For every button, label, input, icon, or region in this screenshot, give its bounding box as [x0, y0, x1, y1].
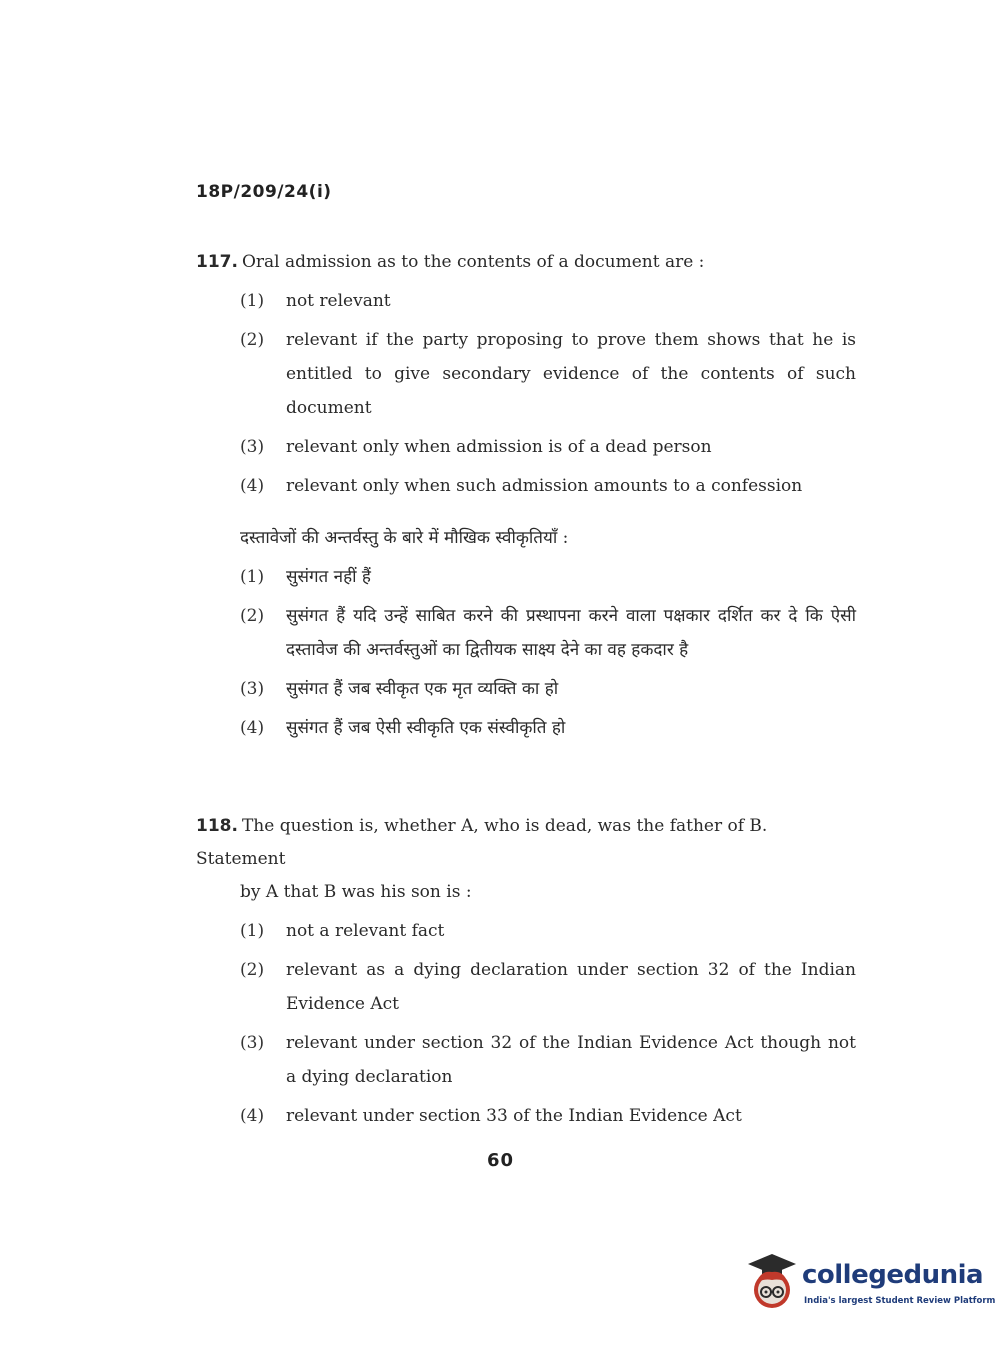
option-number: (1) [240, 291, 265, 311]
option-2-hi [196, 599, 856, 667]
option-text: relevant if the party proposing to prove them shows that he is entitled to give secondary evidence of the contents of such document [286, 330, 856, 418]
option-4-hi [196, 711, 856, 745]
question-text-en-line1: The question is, whether A, who is dead, was the father of B. Statement [196, 816, 768, 869]
collegedunia-logo [742, 1250, 996, 1320]
option-text: सुसंगत हैं जब स्वीकृत एक मृत व्यक्ति का हो [286, 679, 559, 699]
option-2-en [196, 323, 856, 425]
option-text: relevant only when such admission amounts to a confession [286, 476, 803, 496]
question-118 [196, 810, 856, 1133]
option-text: not a relevant fact [286, 921, 445, 941]
paper-code: 18P/209/24(i) [196, 182, 332, 202]
option-text: relevant only when admission is of a dead person [286, 437, 712, 457]
question-text-en: Oral admission as to the contents of a document are : [241, 252, 705, 272]
option-text: relevant under section 32 of the Indian Evidence Act though not a dying declaration [286, 1033, 856, 1087]
option-text: सुसंगत हैं जब ऐसी स्वीकृति एक संस्वीकृति हो [286, 718, 566, 738]
question-text-hi: दस्तावेजों की अन्तर्वस्तु के बारे में मौखिक स्वीकृतियाँ : [240, 528, 569, 548]
option-text: सुसंगत हैं यदि उन्हें साबित करने की प्रस्थापना करने वाला पक्षकार दर्शित कर दे कि ऐसी दस्तावेज की अन्तर्वस्तुओं का द्वितीयक साक्ष्य देने का वह हकदार है [286, 606, 856, 660]
option-number: (3) [240, 1033, 265, 1053]
option-1-en [196, 284, 856, 318]
option-number: (1) [240, 567, 265, 587]
option-3-en [196, 430, 856, 464]
option-text: not relevant [286, 291, 391, 311]
option-number: (4) [240, 1106, 265, 1126]
option-number: (2) [240, 960, 265, 980]
question-number: 117. [196, 252, 238, 272]
options-list-hi [196, 560, 856, 745]
option-number: (3) [240, 679, 265, 699]
option-text: सुसंगत नहीं हैं [286, 567, 371, 587]
option-4-en [196, 1099, 856, 1133]
option-number: (2) [240, 330, 265, 350]
option-number: (2) [240, 606, 265, 626]
question-stem [196, 246, 856, 279]
brand-name: collegedunia [802, 1260, 984, 1290]
option-number: (3) [240, 437, 265, 457]
options-list-en [196, 914, 856, 1133]
option-text: relevant as a dying declaration under section 32 of the Indian Evidence Act [286, 960, 856, 1014]
question-text-en-line2: by A that B was his son is : [240, 882, 472, 902]
mascot-icon [742, 1250, 802, 1314]
option-3-hi [196, 672, 856, 706]
question-number: 118. [196, 816, 238, 836]
option-1-en [196, 914, 856, 948]
page-number: 60 [486, 1150, 515, 1171]
option-number: (4) [240, 718, 265, 738]
option-2-en [196, 953, 856, 1021]
option-4-en [196, 469, 856, 503]
option-text: relevant under section 33 of the Indian Evidence Act [286, 1106, 742, 1126]
option-3-en [196, 1026, 856, 1094]
question-stem [196, 810, 856, 876]
options-list-en [196, 284, 856, 503]
option-number: (1) [240, 921, 265, 941]
option-number: (4) [240, 476, 265, 496]
brand-tagline: India's largest Student Review Platform [804, 1296, 996, 1306]
question-117 [196, 246, 856, 745]
option-1-hi [196, 560, 856, 594]
